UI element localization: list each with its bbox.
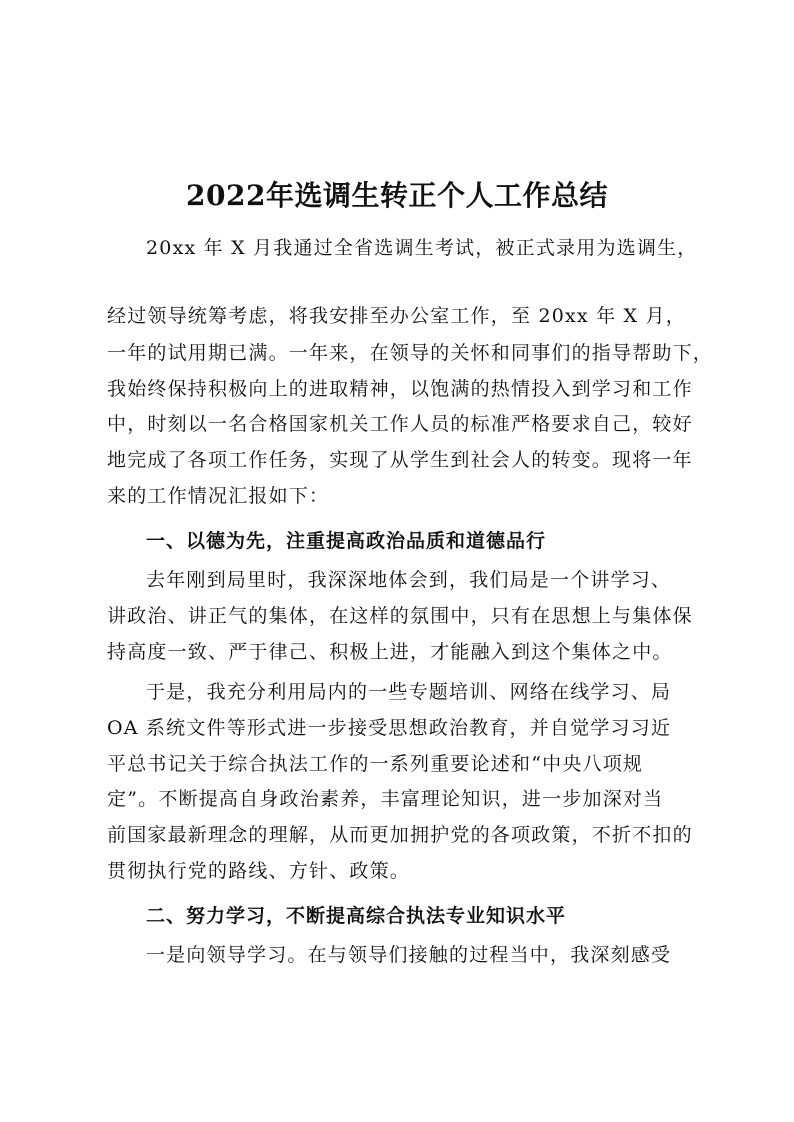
document-title: 2022年选调生转正个人工作总结 xyxy=(186,179,608,212)
section-heading-2: 二、努力学习，不断提高综合执法专业知识水平 xyxy=(146,905,567,927)
paragraph-line: 平总书记关于综合执法工作的一系列重要论述和“中央八项规 xyxy=(107,753,644,775)
paragraph-line: 讲政治、讲正气的集体，在这样的氛围中，只有在思想上与集体保 xyxy=(107,605,693,627)
paragraph-line: 去年刚到局里时，我深深地体会到，我们局是一个讲学习、 xyxy=(146,569,672,591)
paragraph-line: 一年的试用期已满。一年来，在领导的关怀和同事们的指导帮助下， xyxy=(107,342,714,364)
paragraph-line: 一是向领导学习。在与领导们接触的过程当中，我深刻感受 xyxy=(146,944,672,966)
paragraph-line: 持高度一致、严于律己、积极上进，才能融入到这个集体之中。 xyxy=(107,641,673,663)
paragraph-line: 前国家最新理念的理解，从而更加拥护党的各项政策，不折不扣的 xyxy=(107,824,693,846)
section-heading-1: 一、以德为先，注重提高政治品质和道德品行 xyxy=(146,530,547,552)
paragraph-line: 20xx 年 X 月我通过全省选调生考试，被正式录用为选调生， xyxy=(146,237,698,259)
paragraph-line: 地完成了各项工作任务，实现了从学生到社会人的转变。现将一年 xyxy=(107,449,693,471)
paragraph-line: OA 系统文件等形式进一步接受思想政治教育，并自觉学习习近 xyxy=(107,717,672,739)
paragraph-line: 来的工作情况汇报如下： xyxy=(107,485,330,507)
paragraph-line: 我始终保持积极向上的进取精神，以饱满的热情投入到学习和工作 xyxy=(107,378,693,400)
paragraph-line: 经过领导统筹考虑，将我安排至办公室工作，至 20xx 年 X 月， xyxy=(107,305,686,327)
paragraph-line: 于是，我充分利用局内的一些专题培训、网络在线学习、局 xyxy=(146,681,672,703)
paragraph-line: 贯彻执行党的路线、方针、政策。 xyxy=(107,860,411,882)
paragraph-line: 中，时刻以一名合格国家机关工作人员的标准严格要求自己，较好 xyxy=(107,413,693,435)
paragraph-line: 定”。不断提高自身政治素养，丰富理论知识，进一步加深对当 xyxy=(107,788,664,810)
